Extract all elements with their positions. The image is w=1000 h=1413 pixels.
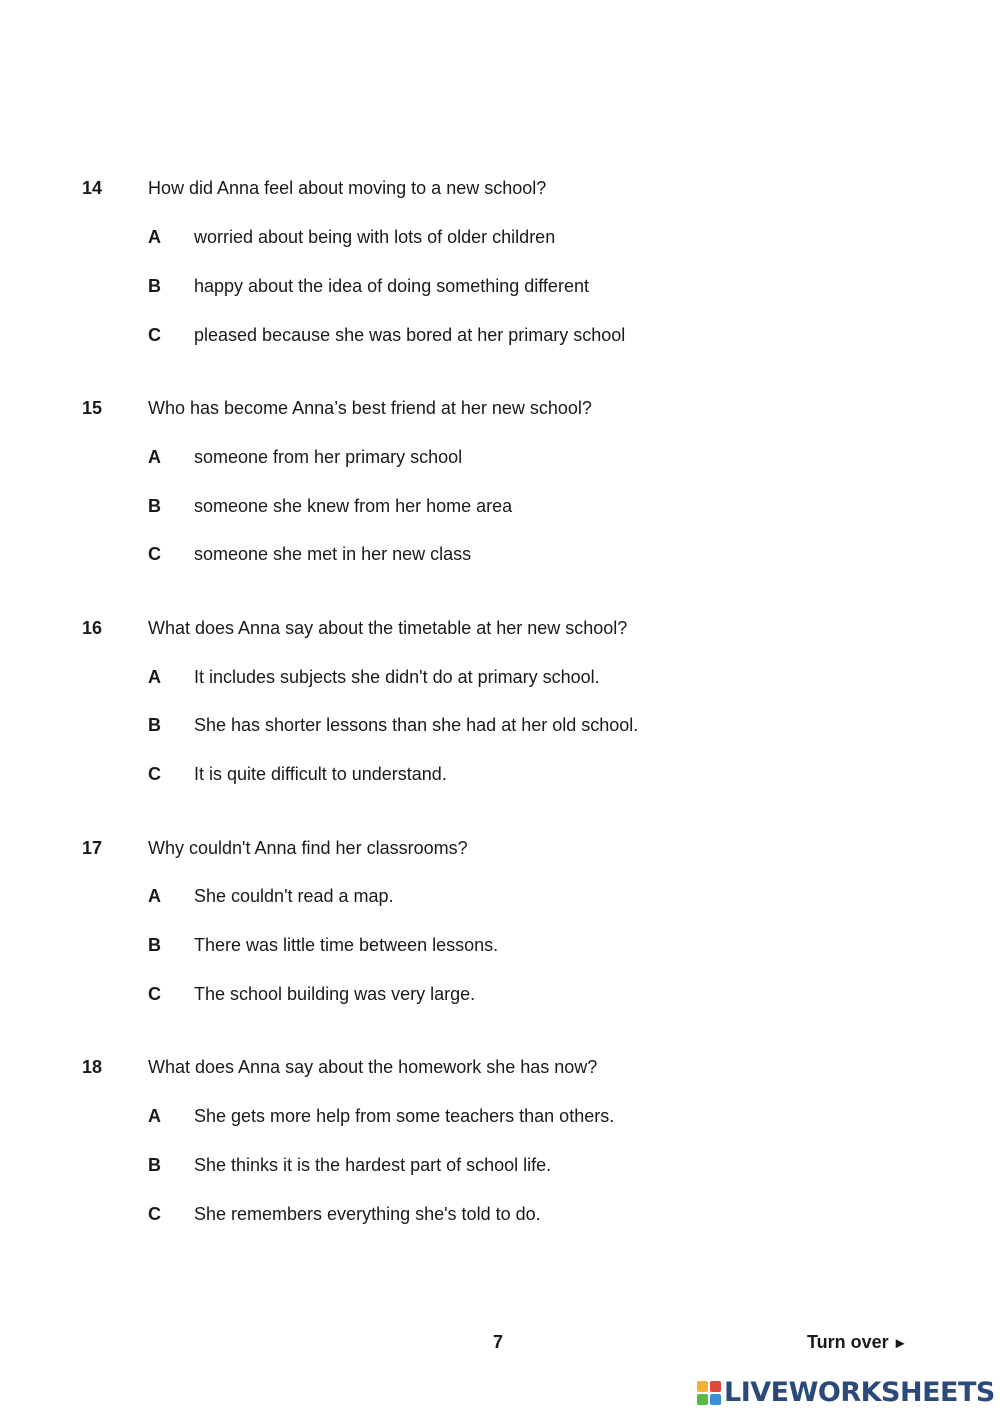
question-text: How did Anna feel about moving to a new school? (148, 178, 547, 198)
question-number: 17 (82, 838, 103, 858)
option-text: She gets more help from some teachers than others. (194, 1106, 615, 1126)
option-16-a[interactable] (0, 666, 1000, 688)
liveworksheets-logo-icon (697, 1381, 721, 1405)
question-text: Why couldn't Anna find her classrooms? (148, 838, 468, 858)
option-text: worried about being with lots of older children (194, 227, 556, 247)
question-number: 16 (82, 618, 103, 638)
option-16-b[interactable] (0, 714, 1000, 736)
option-text: She couldn't read a map. (194, 886, 394, 906)
question-text: What does Anna say about the timetable at her new school? (148, 618, 628, 638)
option-14-c[interactable] (0, 324, 1000, 346)
option-letter: A (148, 447, 161, 467)
option-14-b[interactable] (0, 275, 1000, 297)
option-letter: C (148, 544, 161, 564)
option-letter: B (148, 935, 161, 955)
option-text: It is quite difficult to understand. (194, 764, 447, 784)
option-text: She remembers everything she's told to do. (194, 1204, 541, 1224)
option-15-b[interactable] (0, 495, 1000, 517)
option-letter: A (148, 667, 161, 687)
question-number: 18 (82, 1057, 103, 1077)
option-letter: A (148, 886, 161, 906)
option-text: There was little time between lessons. (194, 935, 499, 955)
option-letter: B (148, 1155, 161, 1175)
right-triangle-icon: ► (892, 1335, 908, 1352)
option-text: She has shorter lessons than she had at her old school. (194, 715, 639, 735)
option-text: happy about the idea of doing something different (194, 276, 589, 296)
question-number: 15 (82, 398, 103, 418)
option-text: It includes subjects she didn't do at primary school. (194, 667, 600, 687)
option-18-c[interactable] (0, 1203, 1000, 1225)
option-18-a[interactable] (0, 1105, 1000, 1127)
question-number: 14 (82, 178, 103, 198)
option-letter: A (148, 227, 161, 247)
option-text: someone from her primary school (194, 447, 463, 467)
option-letter: C (148, 984, 161, 1004)
option-text: someone she knew from her home area (194, 496, 513, 516)
question-text: Who has become Anna’s best friend at her new school? (148, 398, 592, 418)
option-14-a[interactable] (0, 226, 1000, 248)
option-17-a[interactable] (0, 885, 1000, 907)
liveworksheets-watermark (697, 1378, 995, 1408)
option-17-b[interactable] (0, 934, 1000, 956)
option-letter: C (148, 764, 161, 784)
option-letter: C (148, 1204, 161, 1224)
option-18-b[interactable] (0, 1154, 1000, 1176)
page-number: 7 (493, 1332, 504, 1352)
option-letter: B (148, 715, 161, 735)
option-17-c[interactable] (0, 983, 1000, 1005)
option-text: pleased because she was bored at her primary school (194, 325, 626, 345)
turn-over-text: Turn over (807, 1332, 889, 1352)
watermark-text: LIVEWORKSHEETS (724, 1377, 995, 1408)
option-15-a[interactable] (0, 446, 1000, 468)
option-16-c[interactable] (0, 763, 1000, 785)
option-text: The school building was very large. (194, 984, 476, 1004)
option-letter: C (148, 325, 161, 345)
option-letter: B (148, 276, 161, 296)
option-text: She thinks it is the hardest part of school life. (194, 1155, 552, 1175)
question-text: What does Anna say about the homework she has now? (148, 1057, 598, 1077)
option-letter: A (148, 1106, 161, 1126)
turn-over-label (807, 1331, 908, 1355)
option-letter: B (148, 496, 161, 516)
option-15-c[interactable] (0, 543, 1000, 565)
option-text: someone she met in her new class (194, 544, 472, 564)
